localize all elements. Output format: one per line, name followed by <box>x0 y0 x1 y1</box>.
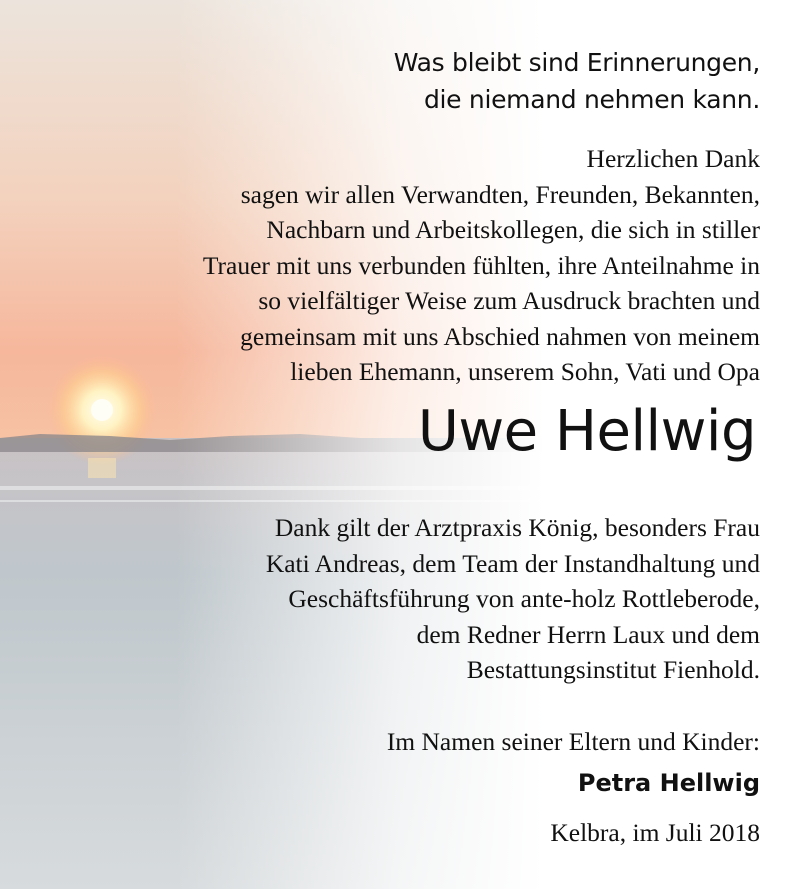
thanks-line: sagen wir allen Verwandten, Freunden, Bekannten, <box>240 179 760 209</box>
special-thanks-line: Bestattungsinstitut Fienhold. <box>466 655 760 684</box>
special-thanks-line: dem Redner Herrn Laux und dem <box>416 619 760 649</box>
thanks-line: lieben Ehemann, unserem Sohn, Vati und Opa <box>290 357 760 386</box>
notice-text-column <box>60 0 760 889</box>
special-thanks-line: Dank gilt der Arztpraxis König, besonders Frau <box>274 513 760 542</box>
thanks-line: gemeinsam mit uns Abschied nahmen von meinem <box>240 321 760 351</box>
thanks-paragraph <box>203 141 760 390</box>
special-thanks-line: Geschäftsführung von ante-holz Rottleberode, <box>288 584 760 613</box>
special-thanks-paragraph <box>266 510 760 688</box>
closing-line: Im Namen seiner Eltern und Kinder: <box>386 727 760 756</box>
motto-line: die niemand nehmen kann. <box>423 85 760 114</box>
thanks-line: Herzlichen Dank <box>586 144 760 173</box>
motto-verse <box>394 44 760 118</box>
thanks-line: so vielfältiger Weise zum Ausdruck brachten und <box>258 286 760 315</box>
thanks-line: Trauer mit uns verbunden fühlten, ihre Anteilnahme in <box>202 250 760 280</box>
deceased-name: Uwe Hellwig <box>417 399 756 464</box>
signer-name: Petra Hellwig <box>577 769 760 797</box>
special-thanks-line: Kati Andreas, dem Team der Instandhaltung und <box>265 548 760 578</box>
place-and-date: Kelbra, im Juli 2018 <box>550 818 760 847</box>
motto-line: Was bleibt sind Erinnerungen, <box>393 48 760 77</box>
thanks-line: Nachbarn und Arbeitskollegen, die sich in stiller <box>266 215 760 244</box>
